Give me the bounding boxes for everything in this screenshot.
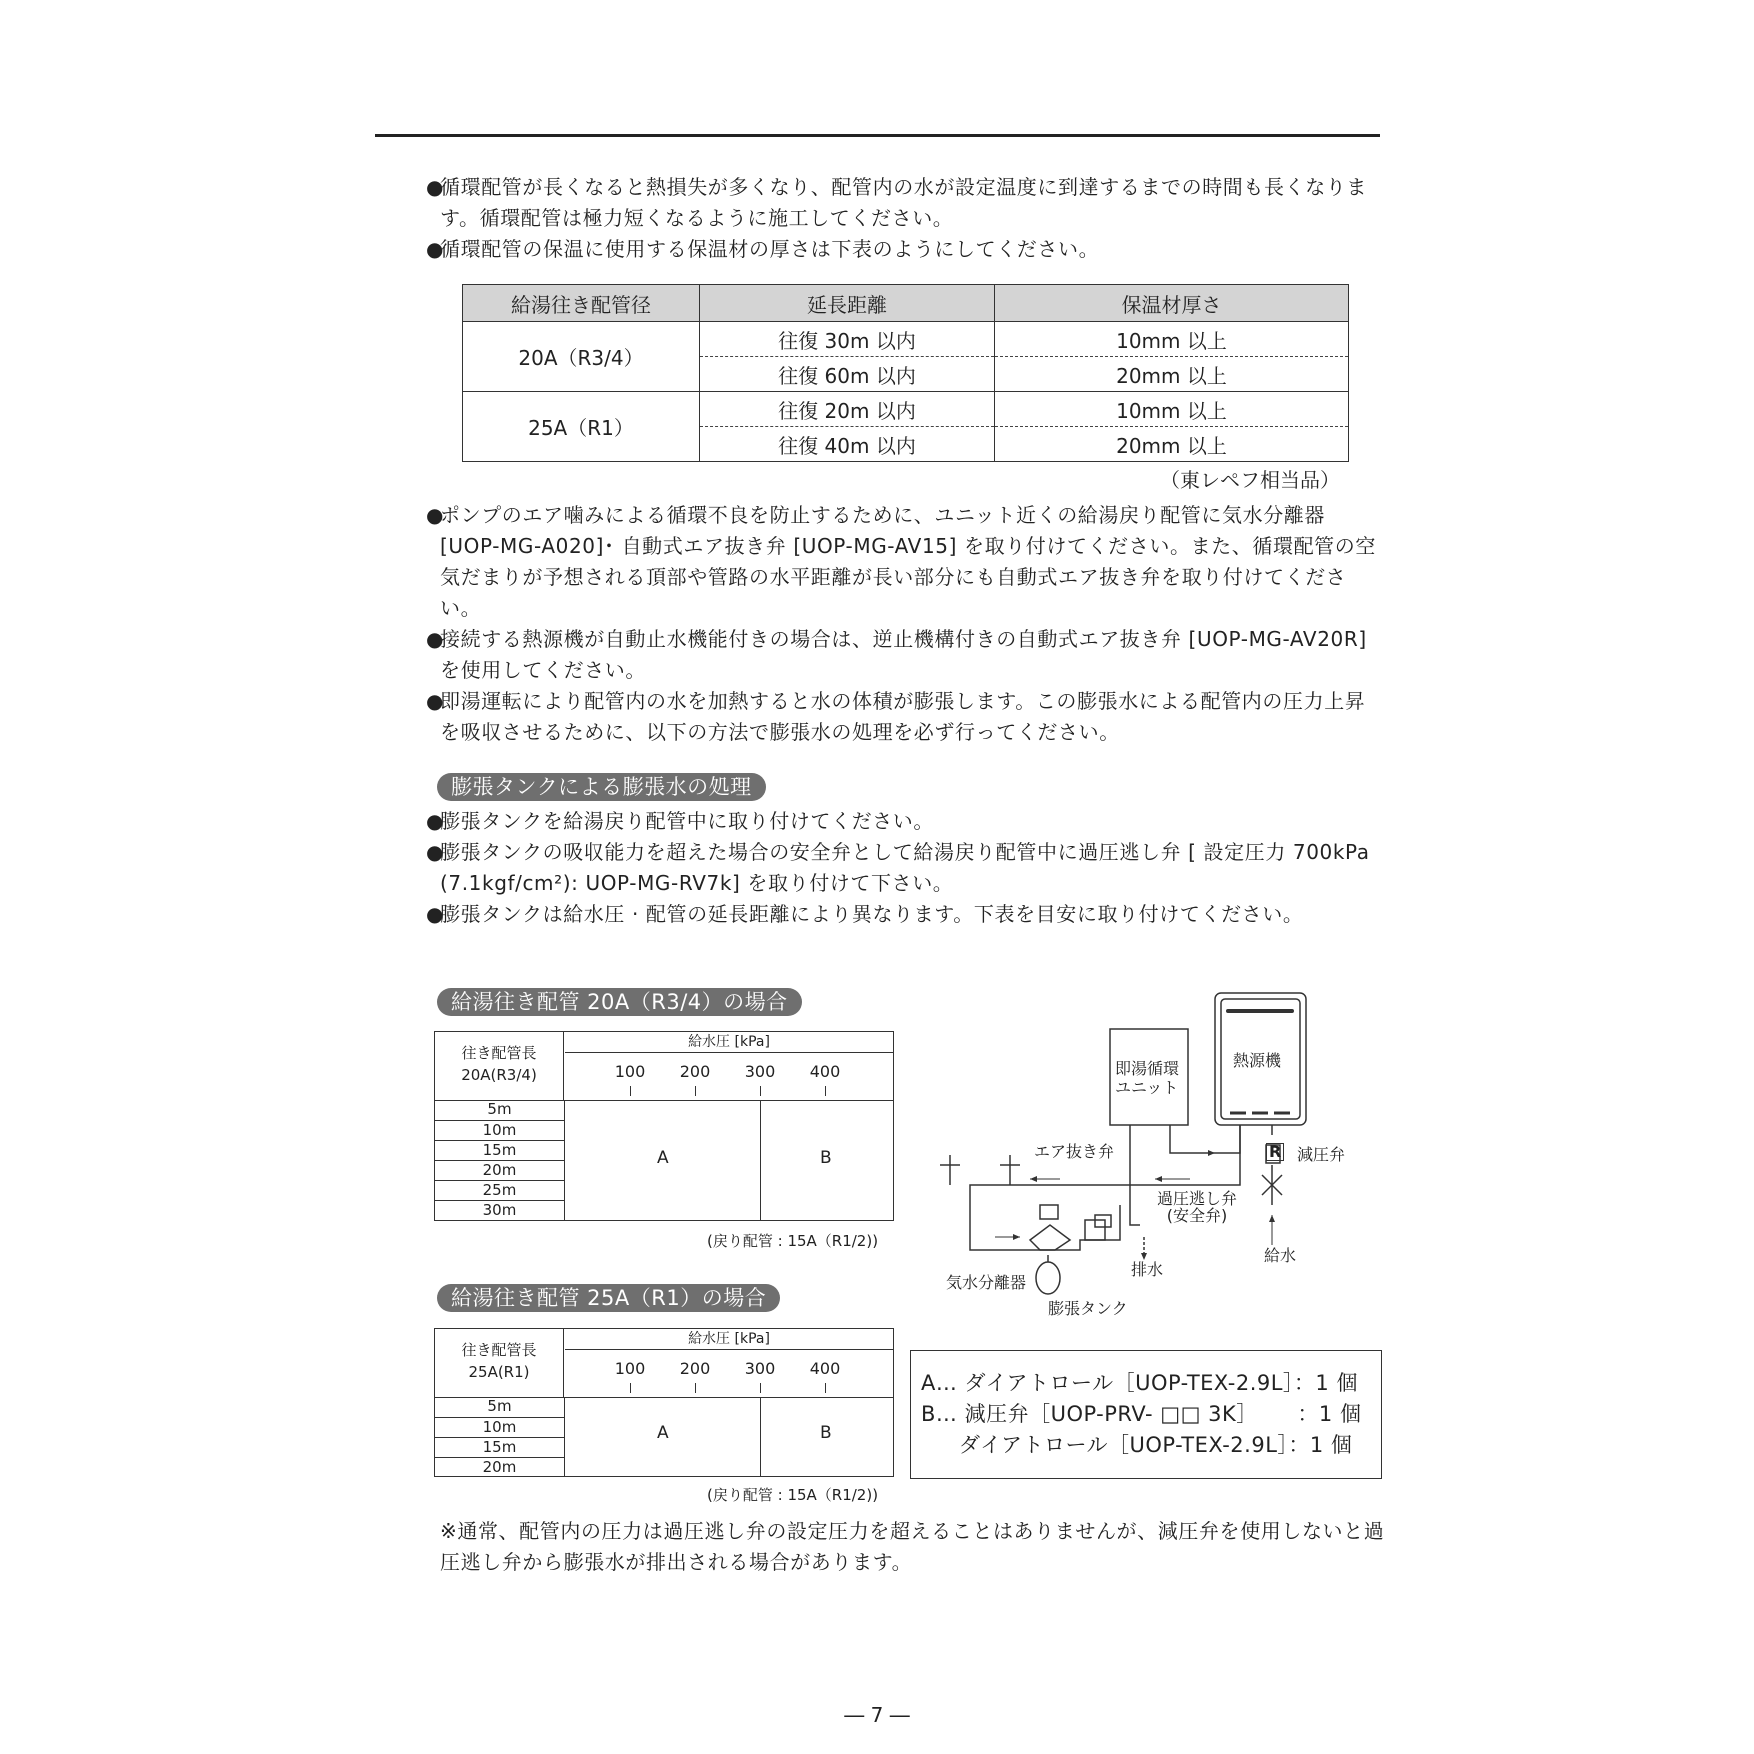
table-row: 20m [435,1160,564,1181]
table-row: 15m [435,1437,564,1457]
top-rule [375,134,1380,137]
bullet-item [426,837,1385,899]
zone-b-label: B [820,1423,832,1443]
tank-shape [1036,1262,1060,1294]
bullet-dot: ● [426,503,445,527]
table-cell: 20A（R3/4） [463,322,700,392]
grid20-caption: (戻り配管 : 15A（R1/2)) [707,1232,879,1250]
prv-label: 減圧弁 [1297,1145,1346,1164]
table-row: 10m [435,1120,564,1141]
grid20-title: 給湯往き配管 20A（R3/4）の場合 [437,988,802,1016]
tick-label: 200 [679,1359,711,1378]
grid-rows [435,1100,565,1220]
table-header: 保温材厚さ [995,285,1349,322]
tick-mark [695,1383,696,1393]
bullet-dot: ● [426,689,445,713]
legend-line-b2: ダイアトロール［UOP-TEX-2.9L］：1 個 [959,1433,1353,1457]
table-cell: 往復 20m 以内 [700,392,995,427]
insulation-table [462,284,1349,462]
table-row: 15m [435,1140,564,1161]
tick-label: 100 [614,1062,646,1081]
bullet-text: 循環配管が長くなると熱損失が多くなり、配管内の水が設定温度に到達するまでの時間も長くなります。循環配管は極力短くなるように施工してください。 [440,175,1367,230]
bullet-item [426,234,1385,265]
table-cell: 25A（R1） [463,392,700,462]
bullet-dot: ● [426,627,445,651]
tick-mark [825,1086,826,1096]
relief-label-line: 過圧逃し弁 [1157,1189,1238,1208]
bullet-text: ポンプのエア噛みによる循環不良を防止するために、ユニット近くの給湯戻り配管に気水分離器 [UOP-MG-A020]･ 自動式エア抜き弁 [UOP-MG-AV15] を取り付けてください。また、循環配管の空気だまりが予想される頂部や管路の水平距離が長い部分にも自動式エア抜き弁を取り付けてください。 [440,503,1376,620]
tick-label: 200 [679,1062,711,1081]
unit-label-line: ユニット [1115,1078,1179,1097]
table-cell: 10mm 以上 [995,392,1349,427]
grid-left-header-line: 20A(R3/4) [461,1066,537,1084]
tick-mark [760,1086,761,1096]
heater-label: 熱源機 [1233,1051,1282,1070]
tick-mark [630,1086,631,1096]
bullet-item [426,624,1385,686]
table-note: （東レペフ相当品） [1160,468,1340,492]
bullet-item [426,899,1385,930]
grid-pressure-header: 給水圧 [kPa] [565,1032,893,1053]
tick-label: 300 [744,1062,776,1081]
table-row: 20m [435,1457,564,1477]
table-cell: 往復 30m 以内 [700,322,995,357]
table-header: 延長距離 [700,285,995,322]
zone-a-label: A [657,1423,669,1443]
unit-label-line: 即湯循環 [1115,1059,1180,1078]
grid-left-header [435,1329,564,1397]
table-cell: 20mm 以上 [995,357,1349,392]
bullet-item [426,172,1385,234]
zone-divider [760,1397,761,1476]
table-cell: 10mm 以上 [995,322,1349,357]
tick-label: 400 [809,1359,841,1378]
tick-mark [630,1383,631,1393]
table-row: 5m [487,1100,512,1118]
bullet-dot: ● [426,840,445,864]
table-row: 5m [487,1397,512,1415]
grid-rows [435,1397,565,1476]
air-vent-label: エア抜き弁 [1034,1142,1115,1161]
table-cell: 往復 60m 以内 [700,357,995,392]
zone-b-label: B [820,1148,832,1168]
bullet-dot: ● [426,902,445,926]
legend-box [910,1350,1382,1479]
bullet-dot: ● [426,175,445,199]
grid-left-header-line: 往き配管長 [461,1044,537,1062]
supply-label: 給水 [1264,1246,1297,1265]
tick-label: 400 [809,1062,841,1081]
table-row [463,392,1349,427]
tick-mark [760,1383,761,1393]
bullet-dot: ● [426,809,445,833]
tick-mark [825,1383,826,1393]
bullet-text: 接続する熱源機が自動止水機能付きの場合は、逆止機構付きの自動式エア抜き弁 [UOP-MG-AV20R] を使用してください。 [440,627,1367,682]
bullet-text: 膨張タンクを給湯戻り配管中に取り付けてください。 [440,809,934,833]
bullet-text: 膨張タンクは給水圧 · 配管の延長距離により異なります。下表を目安に取り付けてください。 [440,902,1304,926]
grid25-title: 給湯往き配管 25A（R1）の場合 [437,1284,780,1312]
legend-line-b: B… 減圧弁［UOP-PRV- □□ 3K］ ：1 個 [921,1402,1362,1426]
table-cell: 20mm 以上 [995,427,1349,462]
grid-left-header-line: 25A(R1) [468,1363,530,1381]
zone-divider [760,1100,761,1220]
grid-left-header [435,1032,564,1100]
relief-label-line: (安全弁) [1166,1206,1228,1225]
bullet-item [426,806,1385,837]
tick-label: 300 [744,1359,776,1378]
grid25-caption: (戻り配管 : 15A（R1/2)) [707,1486,879,1504]
footnote: ※通常、配管内の圧力は過圧逃し弁の設定圧力を超えることはありませんが、減圧弁を使用しないと過圧逃し弁から膨張水が排出される場合があります。 [440,1519,1385,1574]
table-row: 30m [435,1200,564,1221]
page-number: ― 7 ― [844,1703,910,1727]
bullet-item [426,500,1385,624]
grid20-table [434,1031,894,1221]
grid-ticks [565,1359,893,1397]
prv-symbol: R [1266,1143,1284,1161]
bullet-text: 膨張タンクの吸収能力を超えた場合の安全弁として給湯戻り配管中に過圧逃し弁 [ 設定圧力 700kPa (7.1kgf/cm²): UOP-MG-RV7k] を取り付けて下さい。 [440,840,1370,895]
legend-line-a: A… ダイアトロール［UOP-TEX-2.9L］：1 個 [921,1371,1358,1395]
bullet-item [426,686,1385,748]
table-row: 25m [435,1180,564,1201]
zone-a-label: A [657,1148,669,1168]
table-cell: 往復 40m 以内 [700,427,995,462]
bullet-text: 即湯運転により配管内の水を加熱すると水の体積が膨張します。この膨張水による配管内の圧力上昇を吸収させるために、以下の方法で膨張水の処理を必ず行ってください。 [440,689,1366,744]
relief-valve-label [1157,1190,1237,1224]
drain-label: 排水 [1131,1260,1164,1279]
grid-ticks [565,1062,893,1100]
grid-pressure-header: 給水圧 [kPa] [565,1329,893,1350]
separator-label: 気水分離器 [946,1273,1027,1292]
section-title: 膨張タンクによる膨張水の処理 [437,773,766,801]
tank-label: 膨張タンク [1048,1299,1128,1318]
table-row: 10m [435,1417,564,1437]
grid-left-header-line: 往き配管長 [461,1341,537,1359]
unit-label [1115,1059,1179,1097]
bullet-dot: ● [426,237,445,261]
bullet-text: 循環配管の保温に使用する保温材の厚さは下表のようにしてください。 [440,237,1100,261]
grid25-table [434,1328,894,1477]
tick-label: 100 [614,1359,646,1378]
table-row [463,322,1349,357]
tick-mark [695,1086,696,1096]
table-header: 給湯往き配管径 [463,285,700,322]
